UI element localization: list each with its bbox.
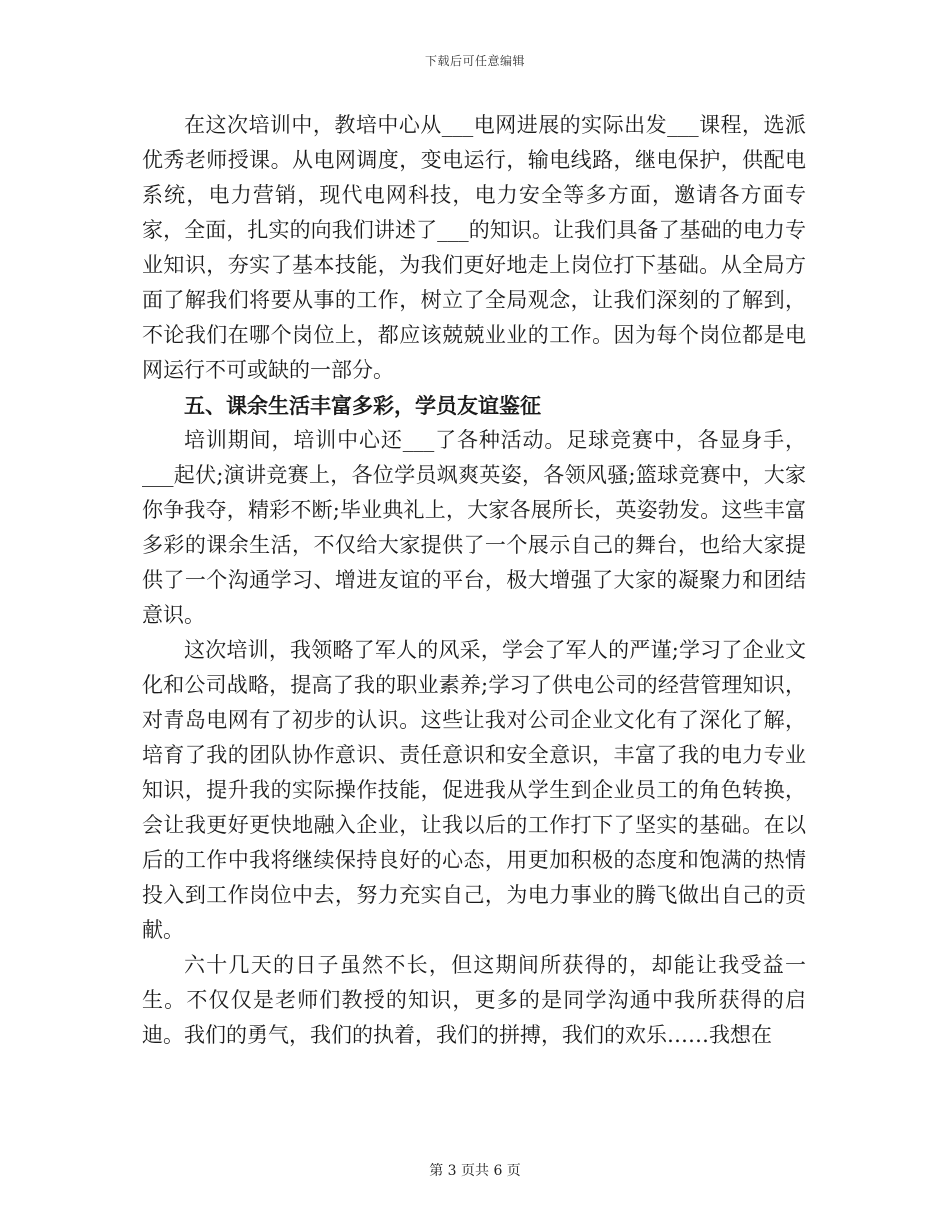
paragraph: 这次培训，我领略了军人的风采，学会了军人的严谨;学习了企业文化和公司战略，提高了我的职业素养;学习了供电公司的经营管理知识，对青岛电网有了初步的认识。这些让我对公司企业文化有了深化了解，培育了我的团队协作意识、责任意识和安全意识，丰富了我的电力专业知识，提升我的实际操作技能，促进我从学生到企业员工的角色转换，会让我更好更快地融入企业，让我以后的工作打下了坚实的基础。在以后的工作中我将继续保持良好的心态，用更加积极的态度和饱满的热情投入到工作岗位中去，努力充实自己，为电力事业的腾飞做出自己的贡献。 — [142, 638, 806, 942]
document-body — [142, 108, 806, 1053]
page-footer: 第 3 页共 6 页 — [429, 1163, 521, 1179]
paragraph: 在这次培训中，教培中心从___电网进展的实际出发___课程，选派优秀老师授课。从电网调度，变电运行，输电线路，继电保护，供配电系统，电力营销，现代电网科技，电力安全等多方面，邀请各方面专家，全面，扎实的向我们讲述了___的知识。让我们具备了基础的电力专业知识，夯实了基本技能，为我们更好地走上岗位打下基础。从全局方面了解我们将要从事的工作，树立了全局观念，让我们深刻的了解到，不论我们在哪个岗位上，都应该兢兢业业的工作。因为每个岗位都是电网运行不可或缺的一部分。 — [142, 113, 806, 382]
paragraph: 六十几天的日子虽然不长，但这期间所获得的，却能让我受益一生。不仅仅是老师们教授的知识，更多的是同学沟通中我所获得的启迪。我们的勇气，我们的执着，我们的拼搏，我们的欢乐……我想在 — [142, 953, 806, 1047]
paragraph: 培训期间，培训中心还___了各种活动。足球竞赛中，各显身手，___起伏;演讲竞赛上，各位学员飒爽英姿，各领风骚;篮球竞赛中，大家你争我夺，精彩不断;毕业典礼上，大家各展所长，英姿勃发。这些丰富多彩的课余生活，不仅给大家提供了一个展示自己的舞台，也给大家提供了一个沟通学习、增进友谊的平台，极大增强了大家的凝聚力和团结意识。 — [142, 428, 806, 627]
page-header: 下载后可任意编辑 — [424, 54, 525, 68]
section-heading: 五、课余生活丰富多彩，学员友谊鉴征 — [184, 393, 541, 418]
